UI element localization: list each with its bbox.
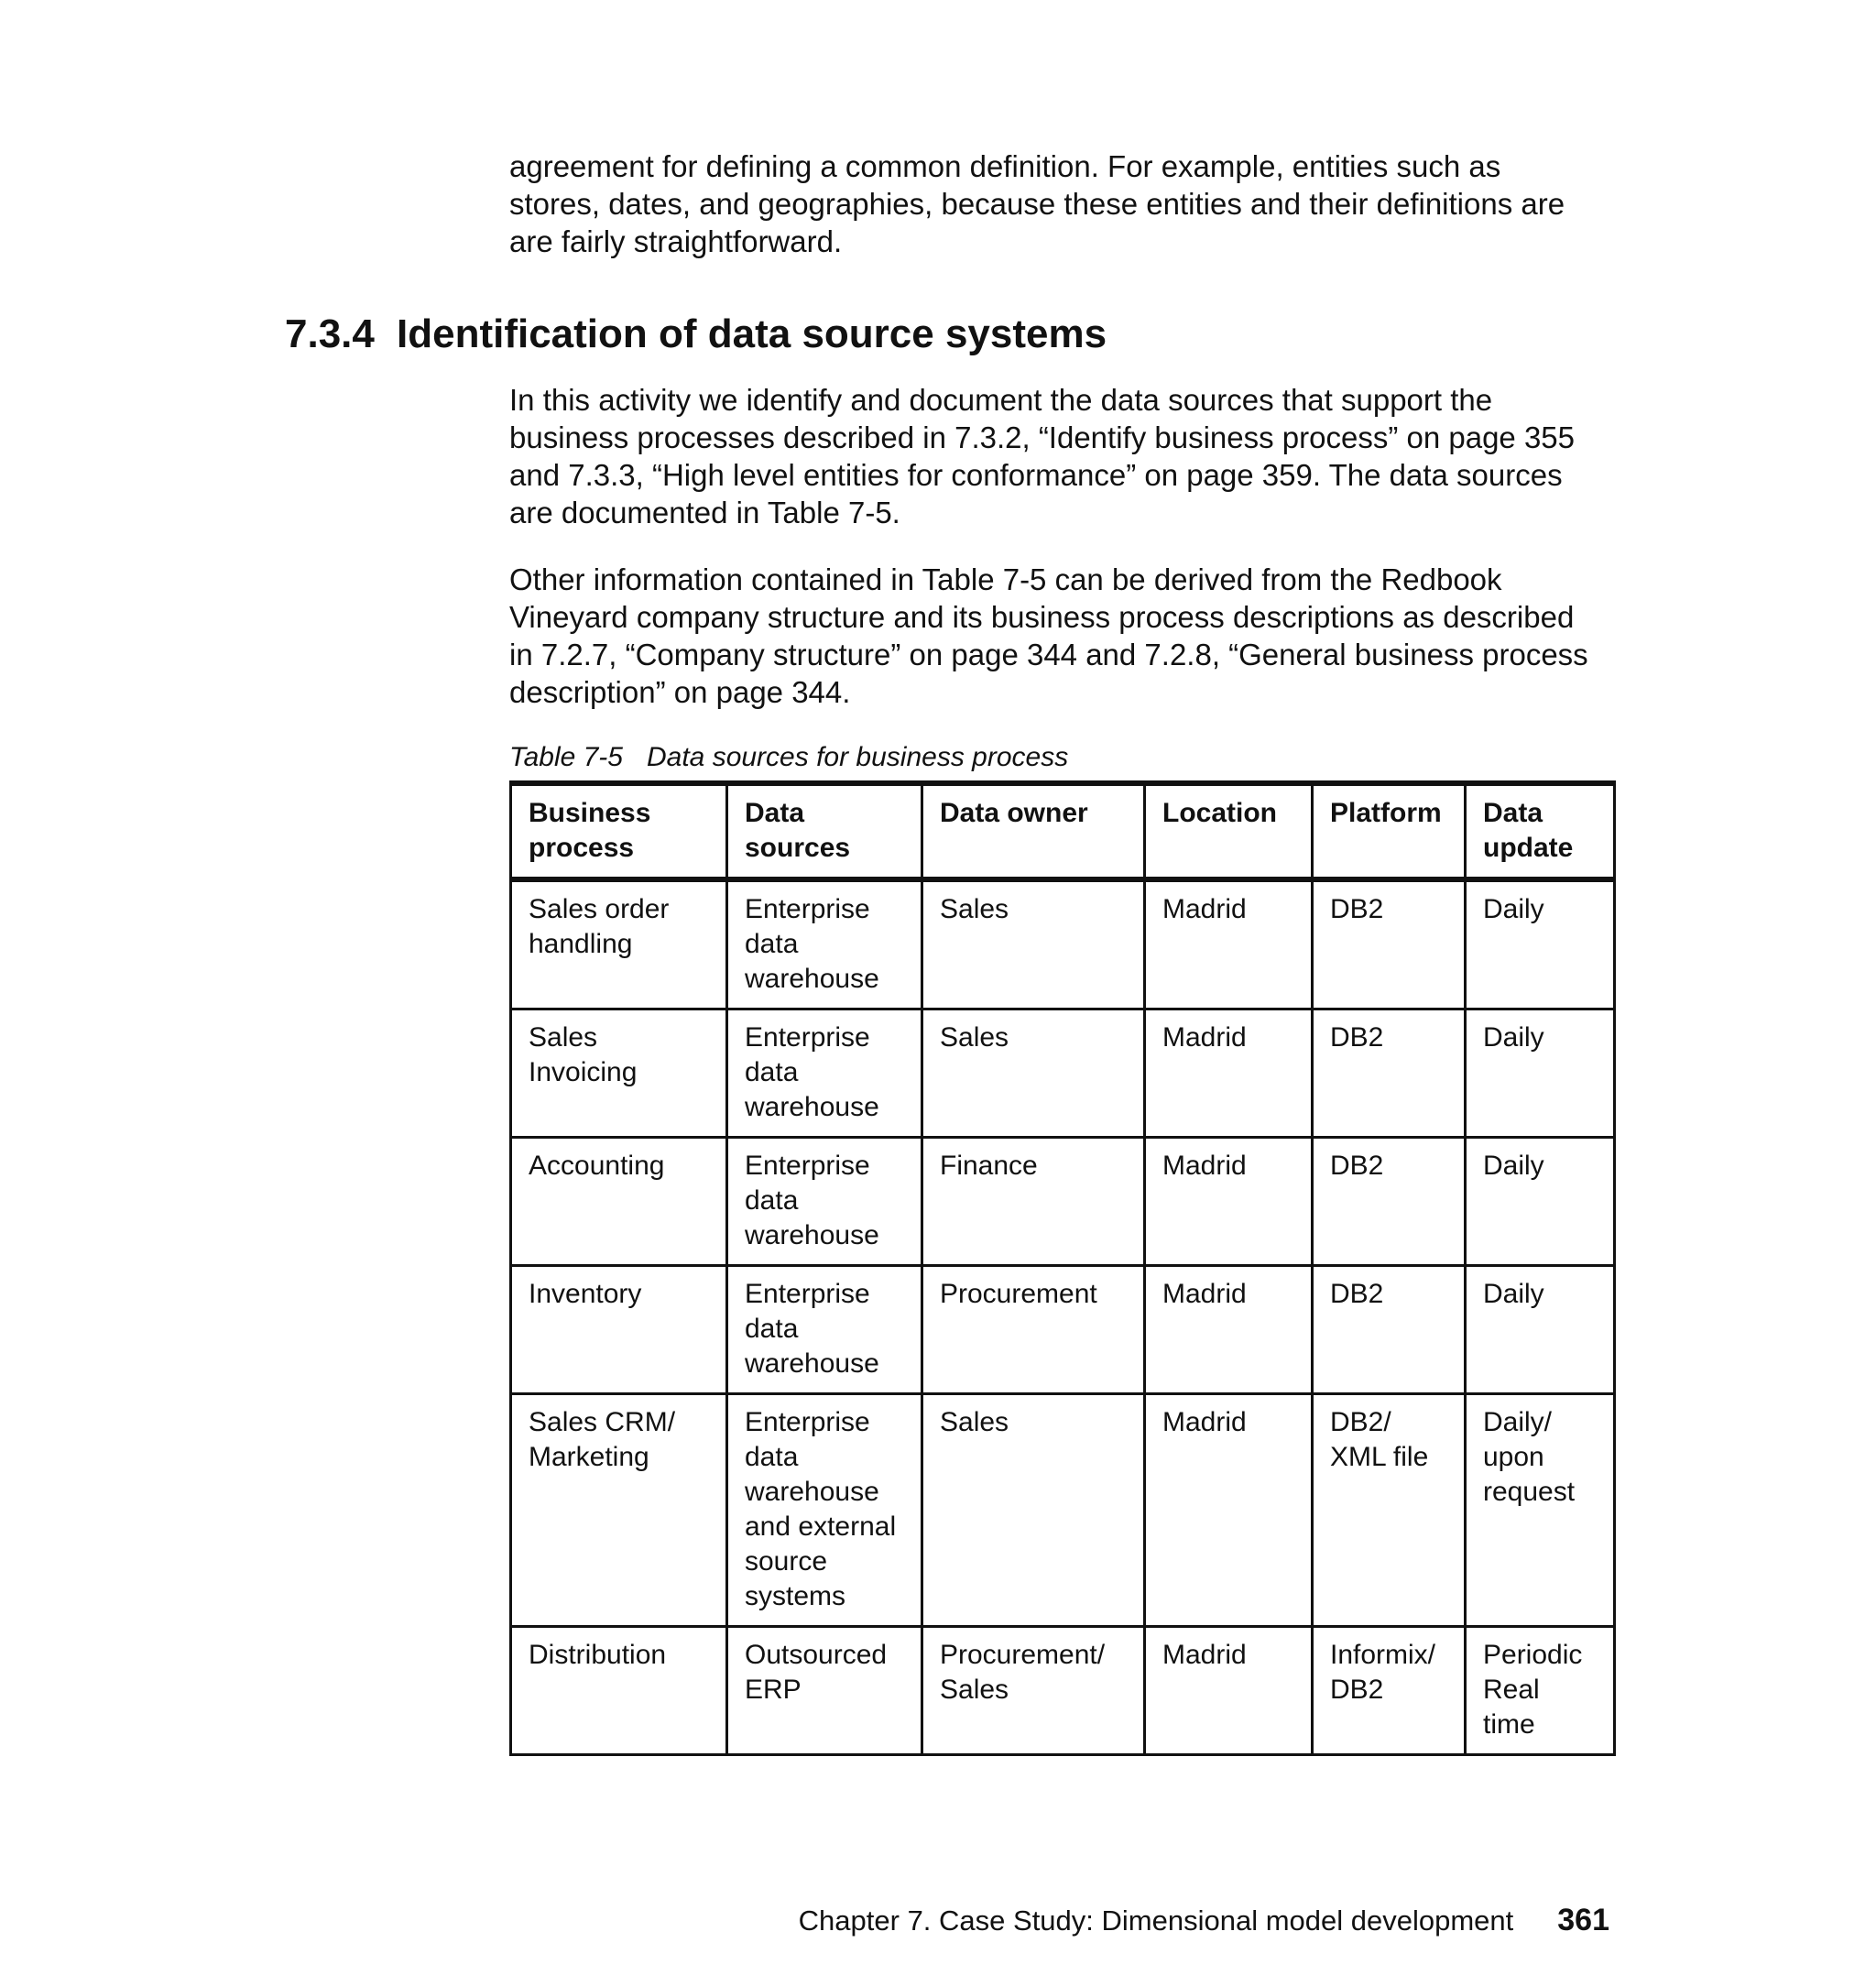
table-cell [1466,1627,1615,1755]
header-text: sources [745,833,851,863]
cell-text: warehouse [745,1092,879,1122]
table-cell [727,1009,922,1138]
header-text: Data [1483,798,1543,828]
cell-text: Daily [1483,894,1544,924]
cell-text: Daily/ [1483,1407,1553,1437]
cell-text: Madrid [1162,894,1247,924]
header-row [511,783,1615,879]
cell-text: DB2 [1330,1279,1384,1309]
cell-text: Enterprise [745,1151,870,1181]
table-cell [922,1394,1145,1627]
table-cell [1466,1138,1615,1266]
header-text: Data owner [940,798,1088,828]
cell-text: data [745,1442,799,1472]
text-line: business processes described in 7.3.2, “Identify business process” on page 355 [509,420,1576,454]
cell-text: Enterprise [745,894,870,924]
cell-text: Finance [940,1151,1038,1181]
table-row [511,1266,1615,1394]
cell-text: Madrid [1162,1640,1247,1670]
cell-text: DB2 [1330,1675,1384,1705]
cell-text: Sales order [529,894,670,924]
table-cell [511,1009,727,1138]
cell-text: Madrid [1162,1151,1247,1181]
table-caption-text: Data sources for business process [646,742,1069,772]
data-sources-table [509,780,1616,1756]
table-cell [727,1394,922,1627]
header-text: Platform [1330,798,1442,828]
body-paragraph-1 [509,381,1620,531]
table-header [511,783,1615,879]
text-line: in 7.2.7, “Company structure” on page 344 and 7.2.8, “General business process [509,638,1588,671]
header-text: process [529,833,635,863]
table-cell [922,1009,1145,1138]
header-text: Business [529,798,651,828]
cell-text: warehouse [745,964,879,994]
cell-text: DB2 [1330,1151,1384,1181]
cell-text: Madrid [1162,1022,1247,1053]
table-cell [1145,1138,1313,1266]
cell-text: Procurement [940,1279,1097,1309]
table-cell [727,1627,922,1755]
cell-text: Sales [529,1022,598,1053]
text-line: and 7.3.3, “High level entities for conformance” on page 359. The data sources [509,458,1563,492]
cell-text: Periodic [1483,1640,1583,1670]
cell-text: request [1483,1477,1576,1507]
cell-text: Distribution [529,1640,667,1670]
cell-text: warehouse [745,1477,879,1507]
table-cell [1466,1266,1615,1394]
cell-text: ERP [745,1675,802,1705]
cell-text: data [745,1185,799,1216]
table-cell [1145,1627,1313,1755]
cell-text: Madrid [1162,1407,1247,1437]
header-text: Location [1162,798,1277,828]
cell-text: warehouse [745,1220,879,1250]
table-cell [1145,1266,1313,1394]
table-cell [1466,1009,1615,1138]
column-header [511,783,727,879]
cell-text: source [745,1546,828,1577]
table-cell [1466,1394,1615,1627]
cell-text: data [745,929,799,959]
table-cell [1145,1394,1313,1627]
cell-text: Invoicing [529,1057,638,1087]
column-header [922,783,1145,879]
table-cell [922,1266,1145,1394]
cell-text: Enterprise [745,1407,870,1437]
cell-text: Daily [1483,1151,1544,1181]
cell-text: upon [1483,1442,1544,1472]
cell-text: and external [745,1511,897,1542]
text-line: Vineyard company structure and its business process descriptions as described [509,600,1575,634]
cell-text: Madrid [1162,1279,1247,1309]
cell-text: time [1483,1709,1535,1740]
table-cell [511,1394,727,1627]
cell-text: Daily [1483,1022,1544,1053]
cell-text: handling [529,929,633,959]
cell-text: systems [745,1581,846,1611]
cell-text: Sales [940,894,1009,924]
table-cell [1313,1627,1466,1755]
table-cell [727,1266,922,1394]
page-footer [0,1903,1609,1938]
cell-text: Informix/ [1330,1640,1436,1670]
table-row [511,879,1615,1009]
cell-text: Accounting [529,1151,665,1181]
cell-text: Procurement/ [940,1640,1106,1670]
cell-text: Outsourced [745,1640,888,1670]
table-caption-label: Table 7-5 [509,742,623,772]
column-header [1466,783,1615,879]
text-line: Other information contained in Table 7-5 can be derived from the Redbook [509,562,1502,596]
table-cell [727,879,922,1009]
cell-text: Marketing [529,1442,649,1472]
cell-text: Real [1483,1675,1540,1705]
text-line: In this activity we identify and document the data sources that support the [509,383,1493,417]
text-line: are fairly straightforward. [509,224,843,258]
section-title: Identification of data source systems [397,311,1107,356]
intro-paragraph [509,147,1620,260]
cell-text: Inventory [529,1279,642,1309]
header-text: update [1483,833,1574,863]
table-cell [1313,1009,1466,1138]
table-cell [1313,1266,1466,1394]
table-cell [1313,1138,1466,1266]
cell-text: Daily [1483,1279,1544,1309]
column-header [1145,783,1313,879]
text-line: description” on page 344. [509,675,851,709]
cell-text: Sales CRM/ [529,1407,676,1437]
table-cell [922,1627,1145,1755]
table-row [511,1009,1615,1138]
cell-text: data [745,1314,799,1344]
cell-text: DB2 [1330,1022,1384,1053]
table-cell [1145,1009,1313,1138]
table-row [511,1138,1615,1266]
header-text: Data [745,798,805,828]
table-cell [1145,879,1313,1009]
table-row [511,1394,1615,1627]
column-header [1313,783,1466,879]
body-paragraph-2 [509,561,1620,711]
cell-text: Enterprise [745,1279,870,1309]
footer-chapter: Chapter 7. Case Study: Dimensional model development [798,1904,1514,1937]
table-cell [511,1627,727,1755]
table-row [511,1627,1615,1755]
text-line: agreement for defining a common definition. For example, entities such as [509,149,1501,183]
section-heading [285,311,1107,357]
cell-text: Sales [940,1407,1009,1437]
cell-text: Sales [940,1022,1009,1053]
text-line: are documented in Table 7-5. [509,496,900,529]
table-cell [511,879,727,1009]
table-cell [511,1138,727,1266]
table-cell [1313,1394,1466,1627]
table-cell [1313,879,1466,1009]
table-cell [1466,879,1615,1009]
table-caption [509,742,1068,773]
table-cell [922,879,1145,1009]
page-number: 361 [1557,1903,1609,1937]
column-header [727,783,922,879]
cell-text: DB2/ [1330,1407,1391,1437]
table-cell [511,1266,727,1394]
cell-text: Enterprise [745,1022,870,1053]
table-body [511,879,1615,1755]
table-cell [727,1138,922,1266]
table-cell [922,1138,1145,1266]
section-number: 7.3.4 [285,311,375,356]
cell-text: data [745,1057,799,1087]
cell-text: Sales [940,1675,1009,1705]
cell-text: warehouse [745,1348,879,1379]
cell-text: DB2 [1330,894,1384,924]
text-line: stores, dates, and geographies, because these entities and their definitions are [509,187,1565,221]
cell-text: XML file [1330,1442,1429,1472]
